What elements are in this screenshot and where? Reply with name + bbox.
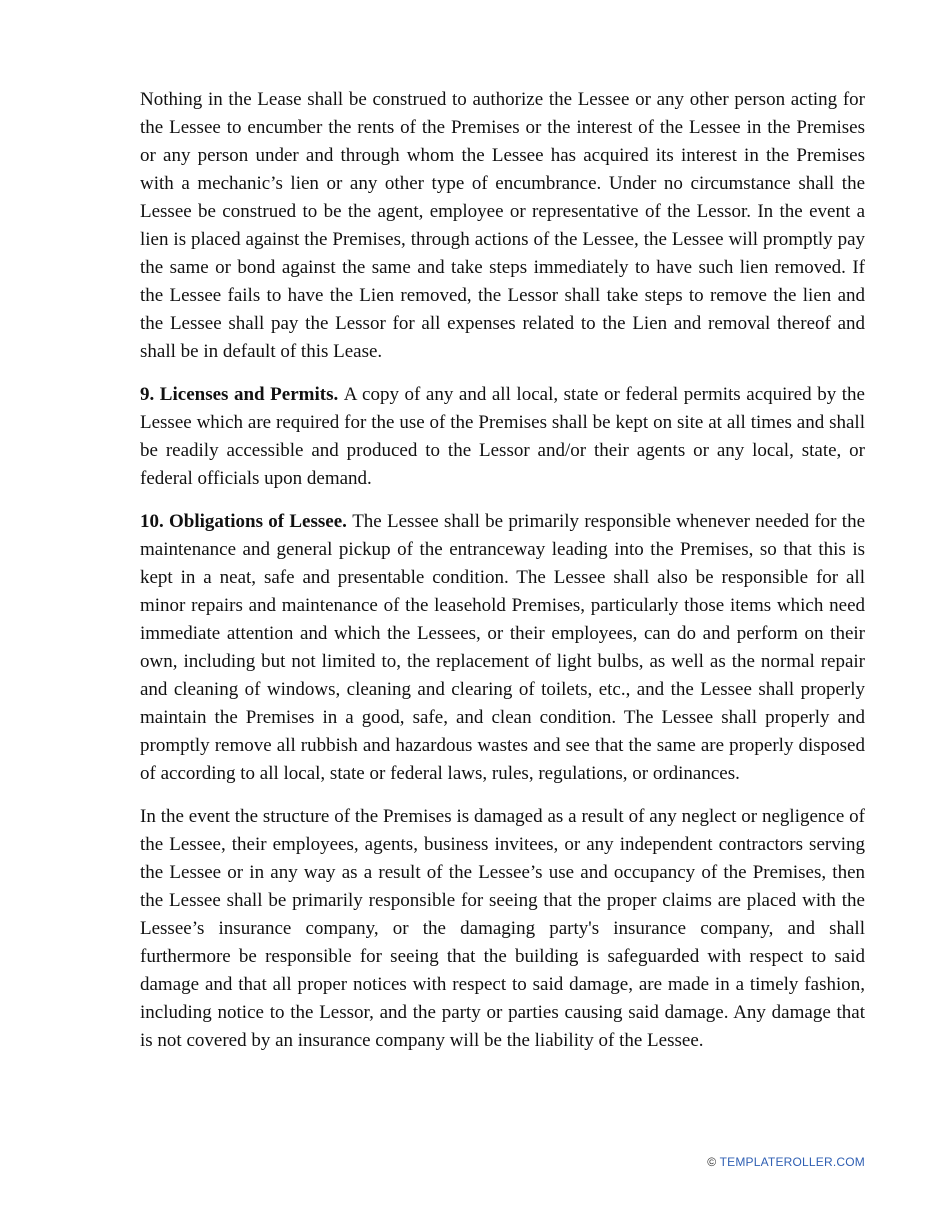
paragraph-text: The Lessee shall be primarily responsible whenever needed for the maintenance and general pickup of the entranceway leading into the Premises, so that this is kept in a neat, safe and presentable condition. The Lessee shall also be responsible for all minor repairs and maintenance of the leasehold Premises, particularly those items which need immediate attention and which the Lessees, or their employees, can do and perform on their own, including but not limited to, the replacement of light bulbs, as well as the normal repair and cleaning of windows, cleaning and clearing of toilets, etc., and the Lessee shall properly maintain the Premises in a good, safe, and clean condition. The Lessee shall properly and promptly remove all rubbish and hazardous wastes and see that the same are properly disposed of according to all local, state or federal laws, rules, regulations, or ordinances. [140,511,866,784]
paragraph-lien-clause [140,86,865,366]
section-heading-licenses-permits: 9. Licenses and Permits. [140,384,344,405]
footer-watermark [707,1155,865,1169]
section-heading-obligations-of-lessee: 10. Obligations of Lessee. [140,511,353,532]
paragraph-text: Nothing in the Lease shall be construed to authorize the Lessee or any other person acting for the Lessee to encumber the rents of the Premises or the interest of the Lessee in the Premises or any person under and through whom the Lessee has acquired its interest in the Premises with a mechanic’s lien or any other type of encumbrance. Under no circumstance shall the Lessee be construed to be the agent, employee or representative of the Lessor. In the event a lien is placed against the Premises, through actions of the Lessee, the Lessee will promptly pay the same or bond against the same and take steps immediately to have such lien removed. If the Lessee fails to have the Lien removed, the Lessor shall take steps to remove the lien and the Lessee shall pay the Lessor for all expenses related to the Lien and removal thereof and shall be in default of this Lease. [140,89,865,362]
paragraph-obligations-of-lessee [140,508,865,788]
paragraph-text: A copy of any and all local, state or federal permits acquired by the Lessee which are required for the use of the Premises shall be kept on site at all times and shall be readily accessible and produced to the Lessor and/or their agents or any local, state, or federal officials upon demand. [140,384,865,489]
paragraph-damage-clause [140,803,865,1055]
document-page [140,86,865,1070]
copyright-symbol: © [707,1155,717,1169]
templateroller-link[interactable]: TEMPLATEROLLER.COM [719,1155,865,1169]
paragraph-licenses-permits [140,381,865,493]
paragraph-text: In the event the structure of the Premises is damaged as a result of any neglect or negligence of the Lessee, their employees, agents, business invitees, or any independent contractors serving the Lessee or in any way as a result of the Lessee’s use and occupancy of the Premises, then the Lessee shall be primarily responsible for seeing that the proper claims are placed with the Lessee’s insurance company, or the damaging party's insurance company, and shall furthermore be responsible for seeing that the building is safeguarded with respect to said damage and that all proper notices with respect to said damage, are made in a timely fashion, including notice to the Lessor, and the party or parties causing said damage. Any damage that is not covered by an insurance company will be the liability of the Lessee. [140,806,865,1051]
